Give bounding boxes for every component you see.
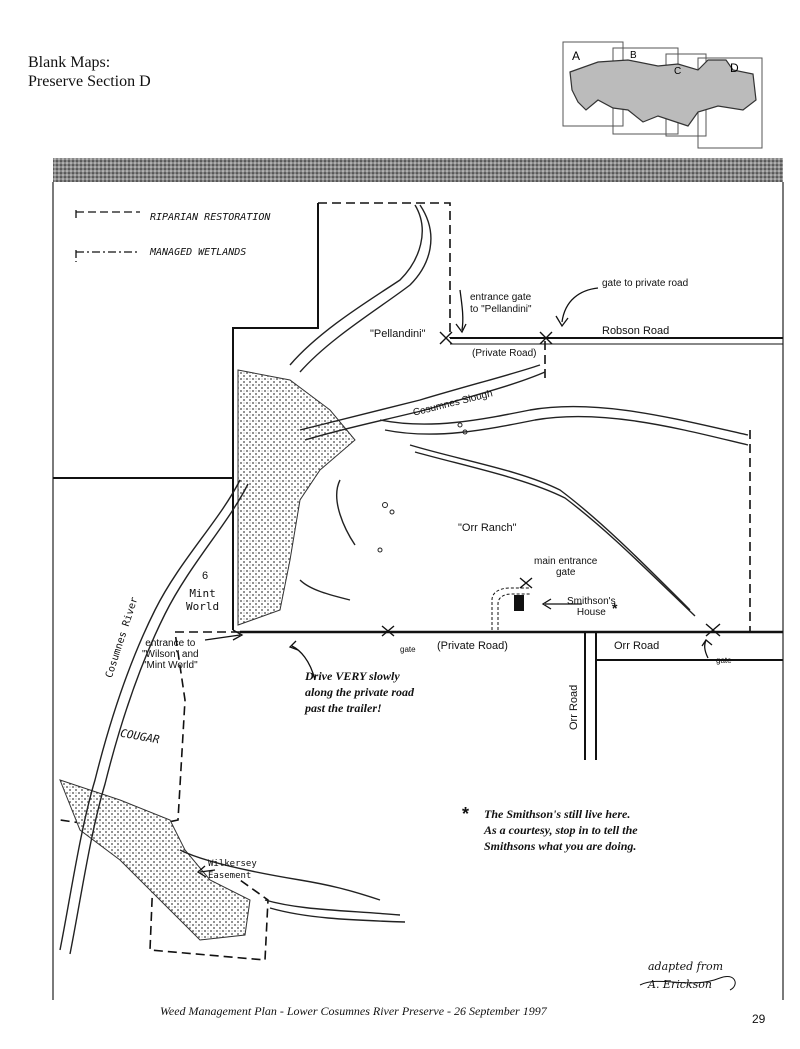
- note-asterisk: *: [462, 804, 470, 824]
- index-label-a: A: [572, 49, 581, 63]
- smithsons-house-label: Smithson's House: [567, 596, 616, 618]
- cosumnes-river-label: Cosumnes River: [104, 595, 141, 680]
- smithsons-house-marker: [514, 595, 524, 611]
- title-line-1: Blank Maps:: [28, 54, 111, 71]
- pellandini-label: "Pellandini": [370, 328, 426, 340]
- robson-road-label: Robson Road: [602, 325, 670, 337]
- gate-right-label: gate: [716, 656, 732, 665]
- entrance-wilson-label: entrance to "Wilson" and "Mint World": [142, 638, 199, 671]
- private-road-bottom-label: (Private Road): [437, 640, 508, 652]
- area-6-label: 6: [202, 570, 209, 582]
- page-number: 29: [752, 1012, 766, 1026]
- main-entrance-gate-label: main entrance gate: [534, 556, 598, 578]
- orr-ranch-label: "Orr Ranch": [458, 522, 517, 534]
- index-label-c: C: [674, 66, 682, 77]
- index-label-b: B: [630, 50, 637, 61]
- mint-world-label: Mint World: [186, 587, 220, 613]
- adapted-from-signature: adapted from A. Erickson: [648, 960, 724, 991]
- orr-road-vertical-label: Orr Road: [568, 684, 580, 730]
- smithson-courtesy-note: The Smithson's still live here. As a courtesy, stop in to tell the Smithsons what you are doing.: [484, 807, 638, 853]
- gate-bottom-label: gate: [400, 645, 416, 654]
- cosumnes-slough-label: Cosumnes Slough: [411, 388, 494, 419]
- orr-road-label: Orr Road: [614, 640, 660, 652]
- footer-text: Weed Management Plan - Lower Cosumnes River Preserve - 26 September 1997: [160, 1004, 547, 1018]
- title-line-2: Preserve Section D: [28, 73, 151, 90]
- legend-riparian: RIPARIAN RESTORATION: [150, 212, 271, 223]
- legend-wetlands: MANAGED WETLANDS: [150, 247, 247, 258]
- smithsons-house-asterisk: *: [612, 600, 618, 616]
- cougar-label: COUGAR: [119, 726, 161, 747]
- drive-slowly-note: Drive VERY slowly along the private road past the trailer!: [305, 669, 415, 715]
- index-label-d: D: [730, 61, 739, 75]
- wilkersey-easement-label: Wilkersey Easement: [208, 859, 257, 881]
- map-banner: [53, 158, 783, 182]
- gate-private-road-label: gate to private road: [602, 278, 689, 289]
- private-road-top-label: (Private Road): [472, 348, 537, 359]
- entrance-gate-pellandini-label: entrance gate to "Pellandini": [470, 292, 532, 315]
